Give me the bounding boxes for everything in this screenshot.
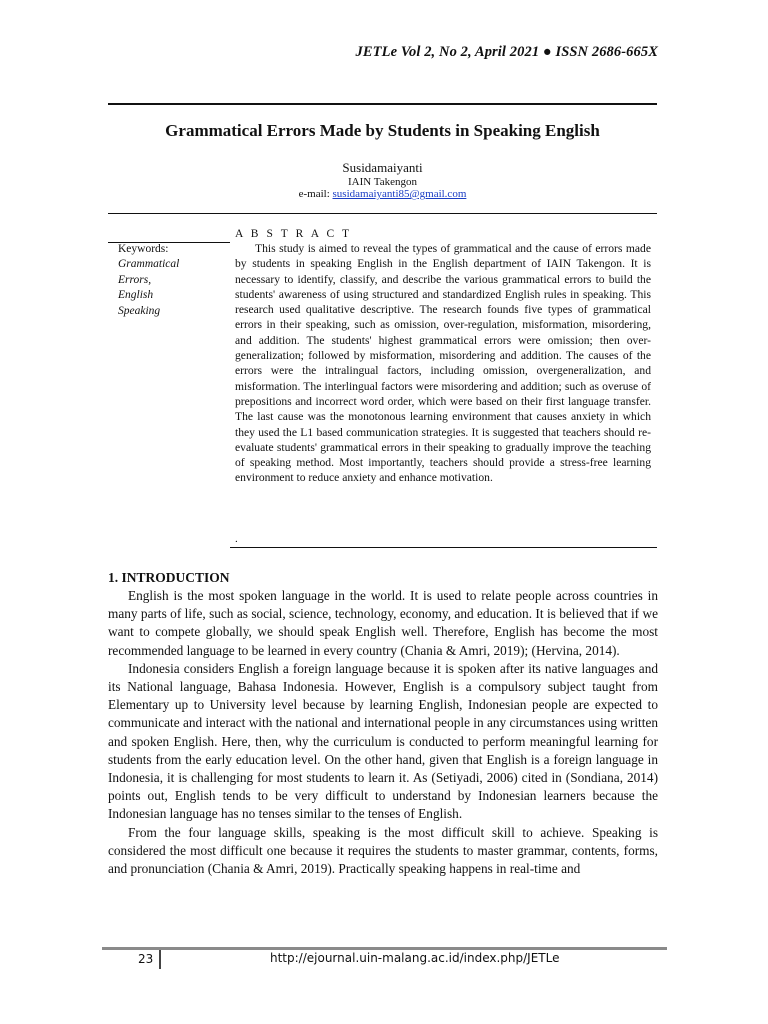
keywords-list: [118, 257, 179, 319]
paper-title: Grammatical Errors Made by Students in Speaking English: [165, 121, 600, 140]
email-label: e-mail:: [298, 188, 330, 200]
journal-header: JETLe Vol 2, No 2, April 2021 ● ISSN 2686-665X: [355, 44, 658, 60]
author-affiliation: IAIN Takengon: [348, 176, 417, 188]
footer-url[interactable]: http://ejournal.uin-malang.ac.id/index.php/JETLe: [270, 951, 560, 965]
header-rule: [108, 103, 657, 105]
email-link[interactable]: susidamaiyanti85@gmail.com: [332, 188, 467, 200]
keywords-label: Keywords:: [118, 243, 169, 255]
footer-rule: [102, 947, 667, 950]
body-paragraph: From the four language skills, speaking is the most difficult skill to achieve. Speaking is considered the most difficult one because it requires the students to master grammar, contents, forms, and pronunciation (Chania & Amri, 2019). Practically speaking happens in real-time and: [108, 824, 658, 877]
page-number: 23: [138, 952, 154, 966]
abstract-bottom-rule: [230, 547, 657, 548]
abstract-text: This study is aimed to reveal the types of grammatical and the cause of errors made by students in speaking English in the English department of IAIN Takengon. It is necessary to identify, classify, and describe the various grammatical errors to build the students' awareness of using structured and standardized English rules in speaking. This research used qualitative descriptive. The research founds five types of grammatical errors in their speaking, such as omission, over-regulation, misformation, misordering, and addition. The students' highest grammatical errors were omission; then over-generalization; followed by misformation, misordering and addition. The causes of the errors were the intralingual factors, including omission, overgeneralization, and misformation. The interlingual factors were misordering and addition; such as overuse of prepositions and incorrect word order, which were based on their first language transfer. The last cause was the monotonous learning environment that causes anxiety in which they used the L1 based communication strategies. It is suggested that teachers should re-evaluate students' grammatical errors in their speaking to gradually improve the teaching of speaking method. Most importantly, teachers should provide a stress-free learning environment to reduce anxiety and enhance motivation.: [235, 242, 651, 485]
keyword-item: Grammatical: [118, 258, 180, 270]
keyword-item: Speaking: [118, 304, 161, 317]
author-email-line: [108, 188, 657, 200]
keyword-item: Errors,: [118, 273, 152, 286]
abstract-body: [235, 241, 651, 486]
abstract-heading: A B S T R A C T: [235, 228, 352, 240]
keyword-item: English: [118, 289, 154, 301]
introduction-body: [108, 587, 658, 878]
author-name: Susidamaiyanti: [342, 160, 423, 175]
abstract-top-rule: [108, 213, 657, 214]
body-paragraph: Indonesia considers English a foreign language because it is spoken after its native languages and its National language, Bahasa Indonesia. However, English is a compulsory subject taught from Elementary up to University level because by learning English, Indonesian people are expected to communicate and interact with the national and international people in any circumstances using written and spoken English. Here, then, why the curriculum is conducted to perform meaningful learning for students from the early education level. On the other hand, given that English is a foreign language in Indonesia, it is challenging for most students to learn it. As (Setiyadi, 2006) cited in (Sondiana, 2014) points out, English tends to be very difficult to understand by Indonesian learners because the Indonesian language has no tenses similar to the tenses of English.: [108, 660, 658, 822]
abstract-trailing-mark: .: [235, 533, 238, 545]
page-number-divider: [159, 950, 161, 969]
section-heading-introduction: 1. INTRODUCTION: [108, 570, 230, 585]
body-paragraph: English is the most spoken language in the world. It is used to relate people across countries in many parts of life, such as social, science, technology, economy, and education. It is believed that if we want to compete globally, we should speak English well. Therefore, English has become the most recommended language to be learned in every country (Chania & Amri, 2019); (Hervina, 2014).: [108, 588, 658, 658]
